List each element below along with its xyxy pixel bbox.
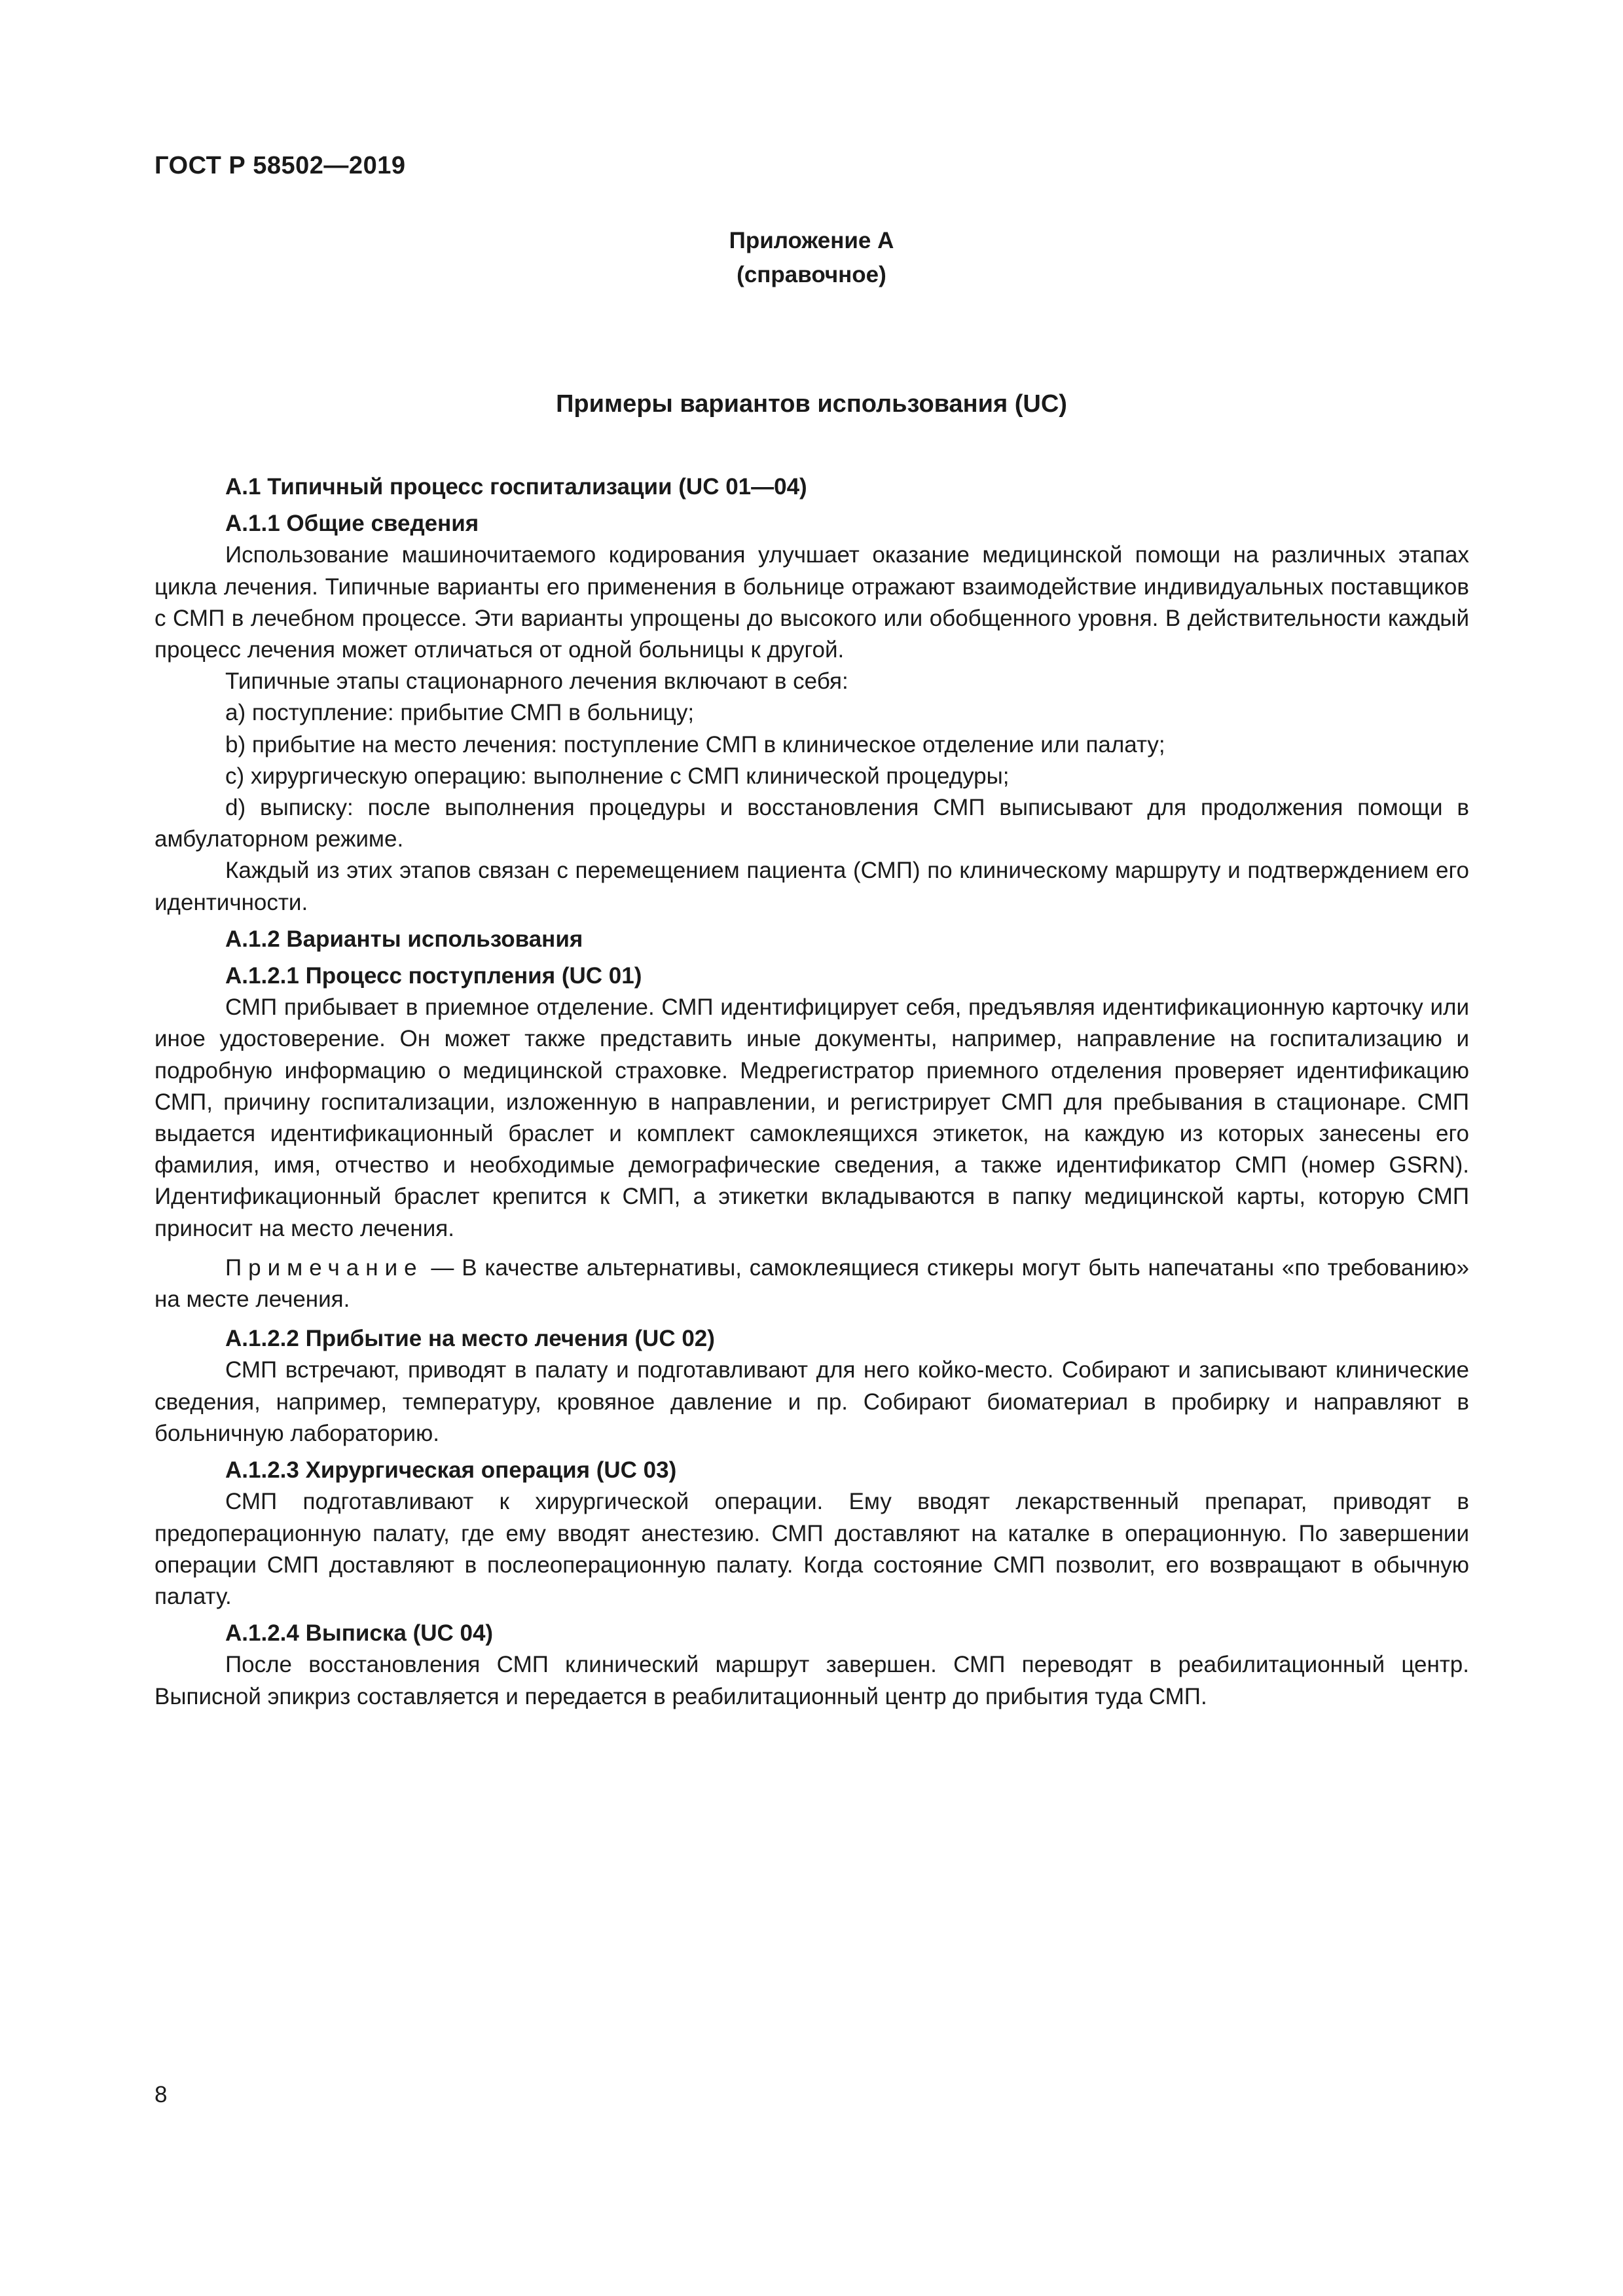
note-paragraph <box>155 1252 1469 1315</box>
section-a1-heading: А.1 Типичный процесс госпитализации (UC 01—04) <box>225 474 807 500</box>
section-a121-heading: А.1.2.1 Процесс поступления (UC 01) <box>225 963 642 989</box>
list-item-a: a) поступление: прибытие СМП в больницу; <box>225 700 695 726</box>
appendix-label: Приложение А <box>729 228 894 253</box>
paragraph-a11-stages: Типичные этапы стационарного лечения включают в себя: <box>225 668 848 695</box>
section-a11-heading: А.1.1 Общие сведения <box>225 511 479 537</box>
section-a124-heading: А.1.2.4 Выписка (UC 04) <box>225 1620 494 1647</box>
section-a123-heading: А.1.2.3 Хирургическая операция (UC 03) <box>225 1457 677 1484</box>
list-item-d: d) выписку: после выполнения процедуры и восстановления СМП выписывают для продолжения помощи в амбулаторном режиме. <box>155 795 1469 852</box>
list-item-b: b) прибытие на место лечения: поступление СМП в клиническое отделение или палату; <box>225 731 1165 757</box>
paragraph-a11-intro: Использование машиночитаемого кодирования улучшает оказание медицинской помощи на различных этапах цикла лечения. Типичные варианты его применения в больнице отражают взаимодействие индивидуальных поставщиков с СМП в лечебном процессе. Эти варианты упрощены до высокого или обобщенного уровня. В действительности каждый процесс лечения может отличаться от одной больницы к другой. <box>155 542 1469 663</box>
appendix-heading <box>0 224 1623 292</box>
standard-code: ГОСТ Р 58502—2019 <box>155 152 406 179</box>
page-title: Примеры вариантов использования (UC) <box>556 390 1067 418</box>
appendix-type: (справочное) <box>737 262 886 287</box>
paragraph-a123: СМП подготавливают к хирургической операции. Ему вводят лекарственный препарат, приводят в предоперационную палату, где ему вводят анестезию. СМП доставляют на каталке в операционную. По завершении операции СМП доставляют в послеоперационную палату. Когда состояние СМП позволит, его возвращают в обычную палату. <box>155 1489 1469 1609</box>
note-label: Примечание <box>225 1254 424 1281</box>
paragraph-a11-summary: Каждый из этих этапов связан с перемещением пациента (СМП) по клиническому маршруту и подтверждением его идентичности. <box>155 858 1469 915</box>
list-item-c: c) хирургическую операцию: выполнение с СМП клинической процедуры; <box>225 763 1010 789</box>
paragraph-a122: СМП встречают, приводят в палату и подготавливают для него койко-место. Собирают и записывают клинические сведения, например, температуру, кровяное давление и пр. Собирают биоматериал в пробирку и направляют в больничную лабораторию. <box>155 1357 1469 1446</box>
note-text: — В качестве альтернативы, самоклеящиеся стикеры могут быть напечатаны «по требованию» на месте лечения. <box>155 1254 1469 1313</box>
section-a12-heading: А.1.2 Варианты использования <box>225 926 583 952</box>
page-number: 8 <box>155 2082 168 2107</box>
document-body <box>155 471 1469 1713</box>
paragraph-a124: После восстановления СМП клинический маршрут завершен. СМП переводят в реабилитационный центр. Выписной эпикриз составляется и передается в реабилитационный центр до прибытия туда СМП. <box>155 1652 1469 1709</box>
section-a122-heading: А.1.2.2 Прибытие на место лечения (UC 02) <box>225 1326 715 1352</box>
paragraph-a121: СМП прибывает в приемное отделение. СМП идентифицирует себя, предъявляя идентификационную карточку или иное удостоверение. Он может также представить иные документы, например, направление на госпитализацию и подробную информацию о медицинской страховке. Медрегистратор приемного отделения проверяет идентификацию СМП, причину госпитализации, изложенную в направлении, и регистрирует СМП для пребывания в стационаре. СМП выдается идентификационный браслет и комплект самоклеящихся этикеток, на каждую из которых занесены его фамилия, имя, отчество и необходимые демографические сведения, а также идентификатор СМП (номер GSRN). Идентификационный браслет крепится к СМП, а этикетки вкладываются в папку медицинской карты, которую СМП приносит на место лечения. <box>155 994 1469 1241</box>
